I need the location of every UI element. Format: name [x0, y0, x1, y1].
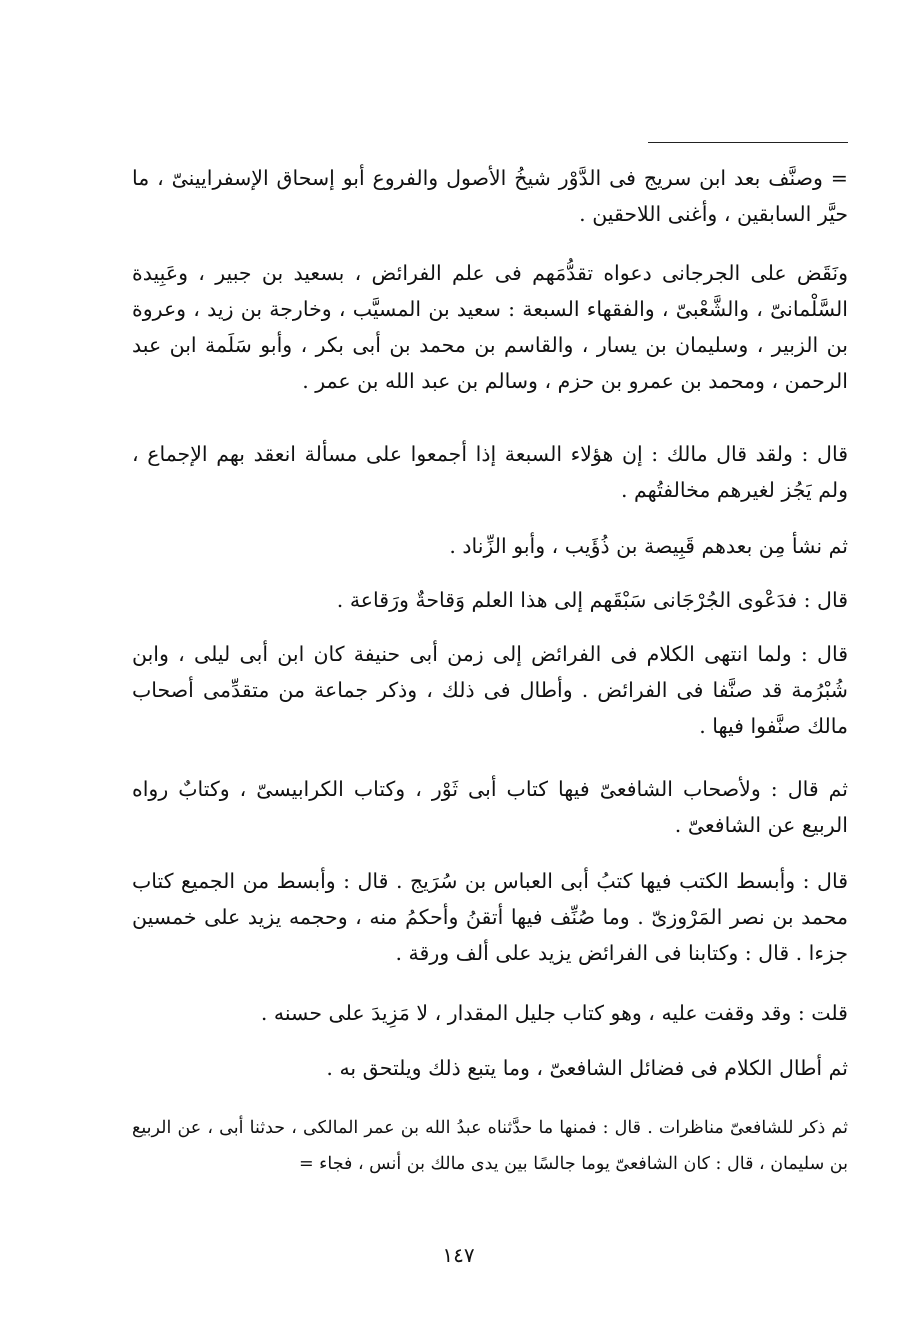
paragraph-6: قال : ولما انتهى الكلام فى الفرائض إلى زمن أبى حنيفة كان ابن أبى ليلى ، وابن شُبْرُمة قد صنَّفا فى الفرائض . وأطال فى ذلك ، وذكر جماعة من متقدِّمى أصحاب مالك صنَّفوا فيها .: [132, 642, 848, 738]
paragraph-2: ونَقَض على الجرجانى دعواه تقدُّمَهم فى علم الفرائض ، بسعيد بن جبير ، وعَبِيدة السَّلْمانىّ ، والشَّعْبىّ ، والفقهاء السبعة : سعيد بن المسيَّب ، وخارجة بن زيد ، وعروة بن الزبير ، وسليمان بن يسار ، والقاسم بن محمد بن أبى بكر ، وأبو سَلَمة ابن عبد الرحمن ، ومحمد بن عمرو بن حزم ، وسالم بن عبد الله بن عمر .: [132, 261, 848, 393]
paragraph-3: قال : ولقد قال مالك : إن هؤلاء السبعة إذا أجمعوا على مسألة انعقد بهم الإجماع ، ولم يَجُز لغيرهم مخالفتُهم .: [132, 442, 848, 502]
paragraph-10: ثم أطال الكلام فى فضائل الشافعىّ ، وما يتبع ذلك ويلتحق به .: [326, 1056, 848, 1080]
page-number: ١٤٧: [442, 1243, 475, 1267]
footnote-rule: [648, 142, 848, 143]
paragraph-11: ثم ذكر للشافعىّ مناظرات . قال : فمنها ما حدَّثناه عبدُ الله بن عمر المالكى ، حدثنا أبى ، عن الربيع بن سليمان ، قال : كان الشافعىّ يوما جالسًا بين يدى مالك بن أنس ، فجاء =: [132, 1118, 848, 1174]
paragraph-4: ثم نشأ مِن بعدهم قَبِيصة بن ذُؤَيب ، وأبو الزِّناد .: [449, 534, 848, 558]
paragraph-5: قال : فدَعْوى الجُرْجَانى سَبْقَهم إلى هذا العلم وَقاحةٌ ورَقاعة .: [336, 588, 848, 612]
paragraph-7: ثم قال : ولأصحاب الشافعىّ فيها كتاب أبى ثَوْر ، وكتاب الكرابيسىّ ، وكتابٌ رواه الربيع عن الشافعىّ .: [132, 777, 848, 837]
paragraph-8: قال : وأبسط الكتب فيها كتبُ أبى العباس بن سُرَيج . قال : وأبسط من الجميع كتاب محمد بن نصر المَرْوزىّ . وما صُنِّف فيها أتقنُ وأحكمُ منه ، وحجمه يزيد على خمسين جزءا . قال : وكتابنا فى الفرائض يزيد على ألف ورقة .: [132, 869, 848, 965]
paragraph-9: قلت : وقد وقفت عليه ، وهو كتاب جليل المقدار ، لا مَزِيدَ على حسنه .: [260, 1001, 848, 1025]
paragraph-1: = وصنَّف بعد ابن سريج فى الدَّوْر شيخُ الأصول والفروع أبو إسحاق الإسفرايينىّ ، ما حيَّر السابقين ، وأغنى اللاحقين .: [132, 166, 848, 226]
